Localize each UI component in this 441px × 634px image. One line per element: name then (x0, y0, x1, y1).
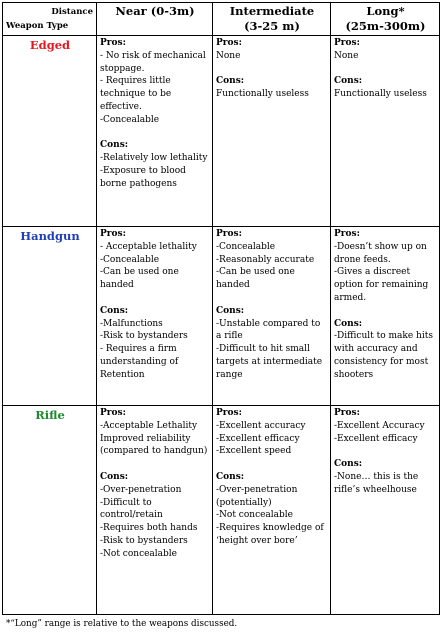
cons-item: -Relatively low lethality (100, 153, 208, 164)
cons-heading: Cons: (216, 471, 245, 482)
section-gap (334, 63, 437, 76)
pros-item: -Can be used one handed (216, 267, 295, 291)
pros-item: -Excellent speed (216, 446, 292, 457)
section-gap (100, 292, 210, 305)
row-label-edged: Edged (3, 36, 97, 227)
cell-rifle-1 (213, 406, 331, 615)
pros-heading: Pros: (216, 38, 242, 48)
cons-item: -Difficult to make hits with accuracy and consistency for most shooters (334, 331, 433, 380)
pros-item: -Excellent efficacy (334, 433, 418, 444)
distance-label: Distance (51, 7, 93, 17)
cons-item: -Not concealable (100, 548, 178, 559)
cell-rifle-0 (97, 406, 213, 615)
cell-rifle-2 (331, 406, 440, 615)
pros-item: None (216, 50, 241, 61)
cons-heading: Cons: (334, 76, 363, 87)
pros-item: -Reasonably accurate (216, 254, 315, 265)
pros-heading: Pros: (334, 408, 360, 418)
row-label-handgun: Handgun (3, 227, 97, 406)
cons-item: -Requires knowledge of ‘height over bore’ (216, 523, 324, 546)
cell-edged-1 (213, 36, 331, 227)
pros-item: - Requires little technique to be effective. (100, 76, 172, 112)
column-header-intermediate-text: Intermediate (3-25 m) (229, 4, 315, 33)
cons-item: Functionally useless (334, 89, 427, 100)
cell-handgun-2 (331, 227, 440, 406)
cons-item: -Over-penetration (100, 484, 182, 495)
section-gap (334, 445, 437, 458)
pros-item: None (334, 50, 359, 61)
pros-item: -Excellent Accuracy (334, 420, 425, 431)
cons-item: -Risk to bystanders (100, 535, 188, 546)
cons-heading: Cons: (100, 305, 129, 316)
footnote: *“Long” range is relative to the weapons discussed. (6, 619, 238, 629)
cons-item: -Malfunctions (100, 318, 163, 329)
pros-item: -Acceptable Lethality (100, 420, 198, 431)
cons-heading: Cons: (100, 140, 129, 151)
header-row (3, 3, 440, 36)
cons-heading: Cons: (100, 471, 129, 482)
section-gap (100, 458, 210, 471)
pros-heading: Pros: (100, 229, 126, 239)
cell-handgun-0 (97, 227, 213, 406)
section-gap (216, 458, 328, 471)
cons-item: -Not concealable (216, 510, 294, 521)
row-edged (3, 36, 440, 227)
cons-item: Functionally useless (216, 89, 309, 100)
cell-handgun-1 (213, 227, 331, 406)
cons-item: -Exposure to blood borne pathogens (100, 165, 186, 189)
pros-item: - No risk of mechanical stoppage. (100, 50, 206, 74)
cons-item: -Risk to bystanders (100, 331, 188, 342)
pros-item: -Gives a discreet option for remaining armed. (334, 267, 429, 303)
weapon-type-label: Weapon Type (6, 21, 69, 31)
cell-edged-2 (331, 36, 440, 227)
pros-item: -Concealable (100, 254, 160, 265)
cons-heading: Cons: (216, 305, 245, 316)
pros-heading: Pros: (100, 408, 126, 418)
corner-header-cell (3, 3, 97, 36)
row-label-rifle: Rifle (3, 406, 97, 615)
section-gap (216, 292, 328, 305)
pros-item: -Concealable (100, 114, 160, 125)
row-handgun (3, 227, 440, 406)
cons-item: -Difficult to control/retain (100, 497, 163, 521)
cons-item: -Requires both hands (100, 523, 198, 534)
cons-heading: Cons: (334, 318, 363, 329)
pros-item: -Excellent efficacy (216, 433, 300, 444)
section-gap (334, 305, 437, 318)
pros-item: -Can be used one handed (100, 267, 179, 291)
pros-heading: Pros: (334, 229, 360, 239)
cons-heading: Cons: (216, 76, 245, 87)
cons-item: -Difficult to hit small targets at intermediate range (216, 344, 323, 380)
cons-item: -Unstable compared to a rifle (216, 318, 321, 342)
pros-item: -Doesn’t show up on drone feeds. (334, 241, 427, 265)
cons-item: -Over-penetration (potentially) (216, 484, 298, 508)
column-header-intermediate (213, 3, 331, 36)
column-header-long (331, 3, 440, 36)
cons-heading: Cons: (334, 459, 363, 470)
pros-heading: Pros: (334, 38, 360, 48)
cell-edged-0 (97, 36, 213, 227)
pros-item: - Acceptable lethality (100, 241, 197, 252)
cons-item: - Requires a firm understanding of Retention (100, 344, 179, 380)
pros-heading: Pros: (100, 38, 126, 48)
section-gap (100, 127, 210, 140)
cons-item: -None… this is the rifle’s wheelhouse (334, 471, 419, 495)
column-header-long-text: Long* (25m-300m) (345, 4, 426, 33)
pros-item: -Concealable (216, 241, 276, 252)
comparison-table (2, 2, 440, 615)
pros-item: -Excellent accuracy (216, 420, 306, 431)
pros-heading: Pros: (216, 408, 242, 418)
pros-heading: Pros: (216, 229, 242, 239)
row-rifle (3, 406, 440, 615)
section-gap (216, 63, 328, 76)
column-header-near-text: Near (0-3m) (115, 4, 195, 18)
pros-item: Improved reliability (compared to handgun) (100, 433, 208, 457)
column-header-near (97, 3, 213, 36)
